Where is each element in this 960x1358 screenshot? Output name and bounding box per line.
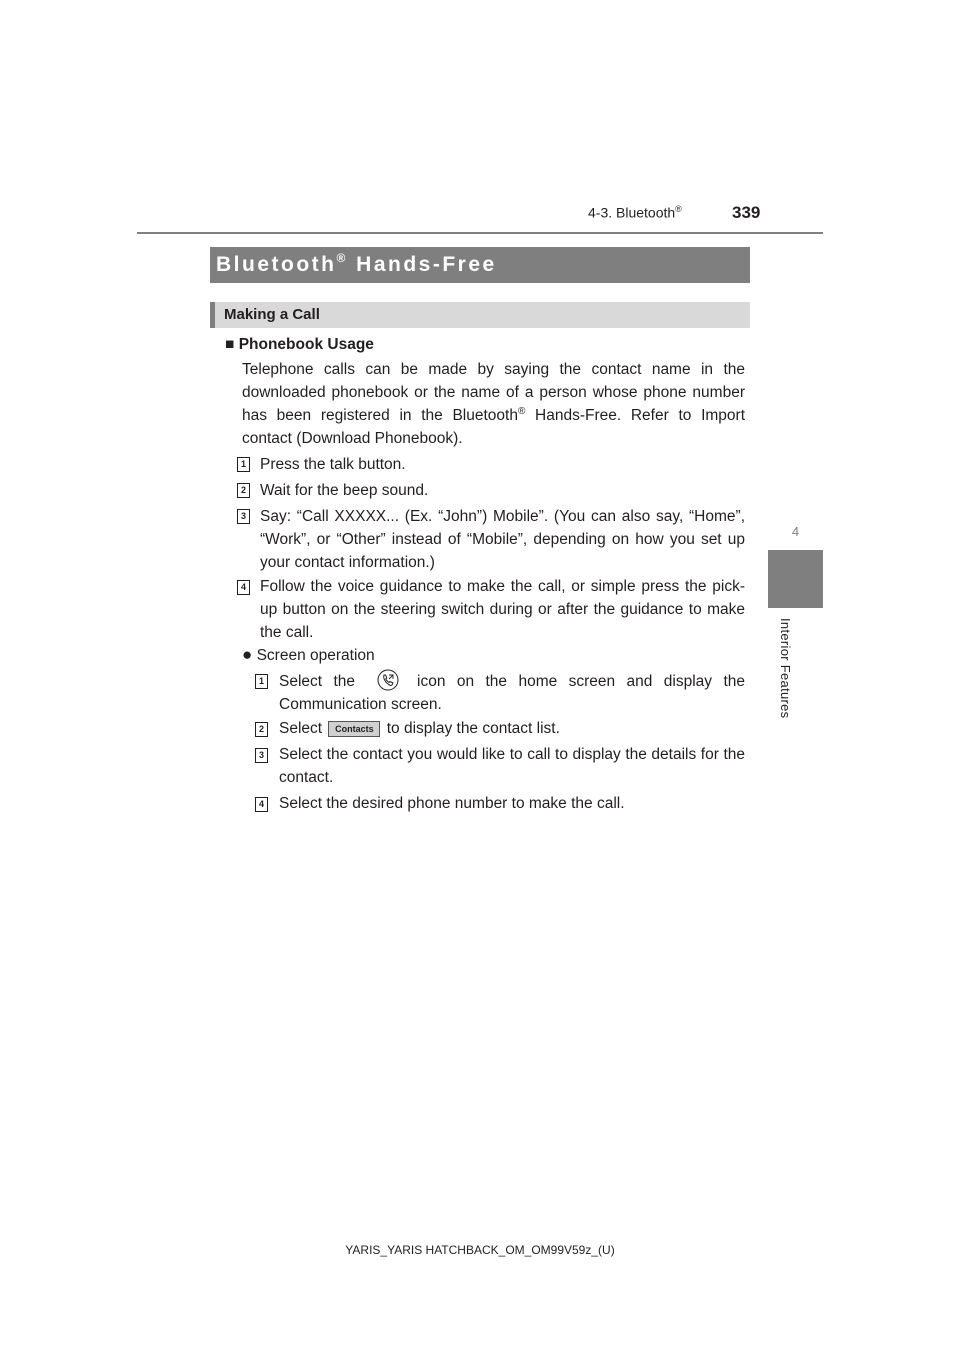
header-divider [137,232,823,234]
chapter-label: Interior Features [778,618,793,719]
screen-step-text: Select the desired phone number to make the call. [279,795,625,812]
subsection-title: Making a Call [210,302,750,328]
step-text: Follow the voice guidance to make the call, or simple press the pick-up button on the steering switch during or after the guidance to make the call. [260,578,745,641]
screen-step-text: Select the icon on the home screen and display the Communication screen. [279,669,745,716]
step-number: 2 [255,722,268,737]
step-number: 1 [255,674,268,689]
phone-icon [377,669,399,691]
step-number: 3 [237,509,250,524]
step-number: 4 [237,580,250,595]
screen-step-text: Select Contacts to display the contact list. [279,720,560,737]
footer-code: YARIS_YARIS HATCHBACK_OM_OM99V59z_(U) [345,1243,615,1257]
step-number: 3 [255,748,268,763]
page-number: 339 [732,203,761,222]
step-number: 1 [237,457,250,472]
step-text: Say: “Call XXXXX... (Ex. “John”) Mobile”. (You can also say, “Home”, “Work”, or “Other” instead of “Mobile”, depending on how you set up your contact information.) [260,508,745,571]
contacts-button[interactable]: Contacts [328,721,380,737]
phonebook-heading: ■ Phonebook Usage [225,336,374,353]
step-text: Press the talk button. [260,456,406,473]
step-text: Wait for the beep sound. [260,482,429,499]
step-number: 4 [255,797,268,812]
screen-operation-heading: ● Screen operation [242,645,375,664]
chapter-number: 4 [791,524,800,539]
header-section: 4-3. Bluetooth® [588,204,682,221]
chapter-tab [768,550,823,608]
phonebook-intro: Telephone calls can be made by saying the contact name in the downloaded phonebook or the name of a person whose phone number has been registered in the Bluetooth® Hands-Free. Refer to Import contact (Download Phonebook). [242,361,746,447]
screen-step-text: Select the contact you would like to call to display the details for the contact. [279,746,745,786]
section-title: Bluetooth® Hands-Free [210,247,750,283]
step-number: 2 [237,483,250,498]
